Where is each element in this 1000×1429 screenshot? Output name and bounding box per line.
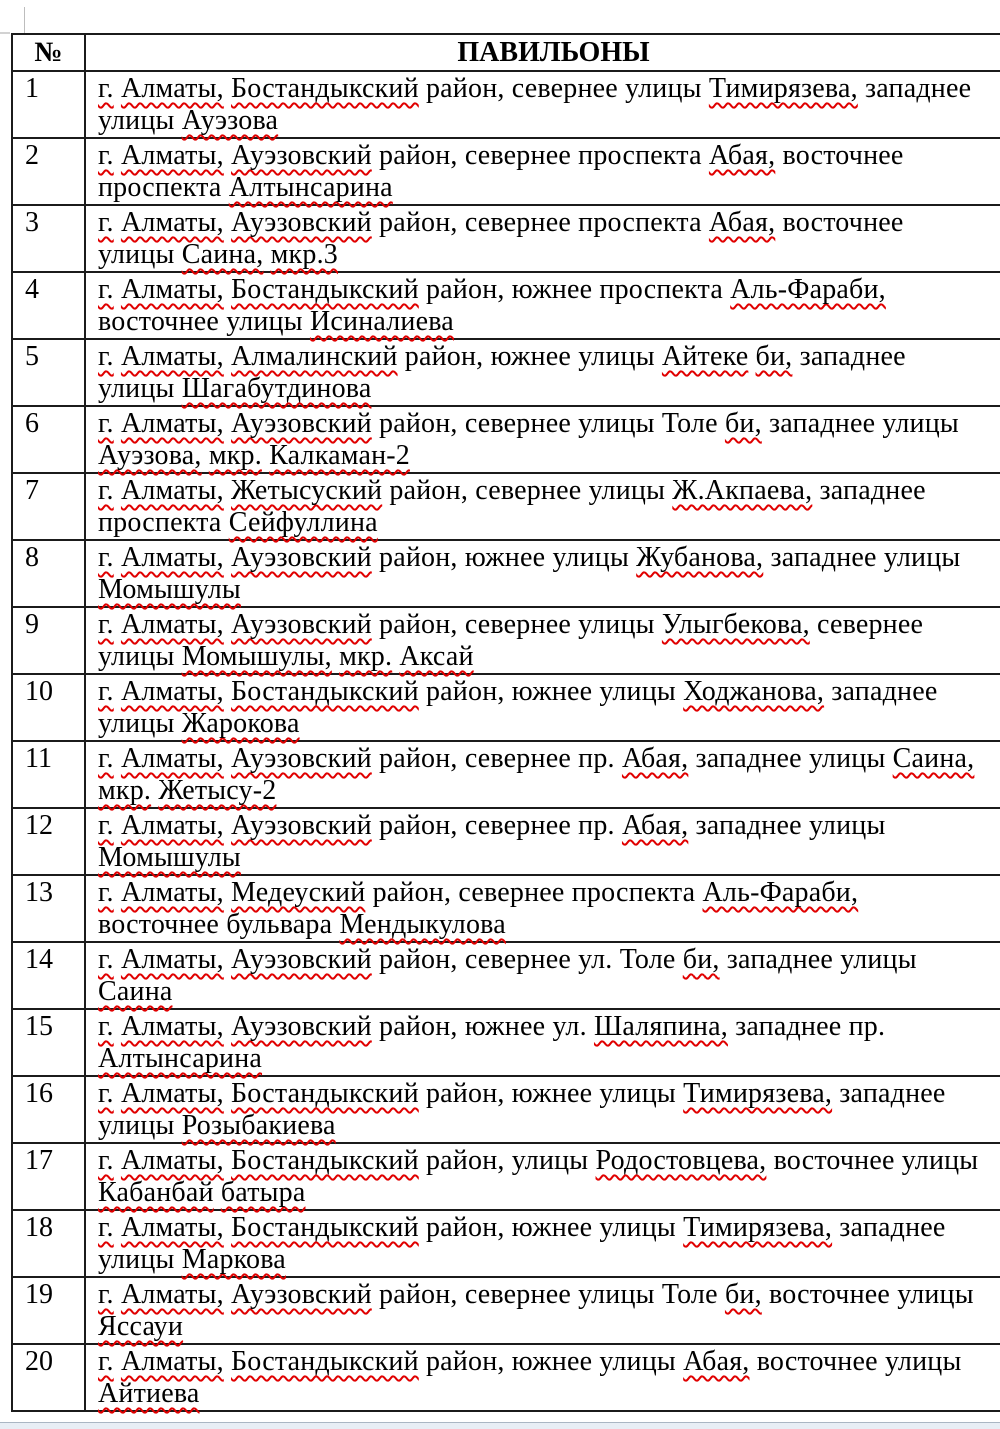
misspelled-word: Бостандыкский xyxy=(231,1212,419,1243)
misspelled-word: Ауэзовский xyxy=(231,207,372,238)
misspelled-word: Абая, xyxy=(708,140,776,171)
misspelled-word: мкр. xyxy=(98,775,152,806)
table-row xyxy=(12,1143,1000,1210)
misspelled-word: Калкаман-2 xyxy=(269,440,410,471)
misspelled-word: Алматы, xyxy=(120,609,224,640)
misspelled-word: Улыгбекова, xyxy=(661,609,810,640)
misspelled-word: г. xyxy=(98,475,114,506)
misspelled-word: Айтиева xyxy=(98,1378,200,1409)
row-number[interactable]: 17 xyxy=(12,1143,85,1210)
misspelled-word: Бостандыкский xyxy=(231,73,419,104)
text-cursor-artifact xyxy=(24,7,25,33)
misspelled-word: Ауэзовский xyxy=(231,743,372,774)
misspelled-word: г. xyxy=(98,1078,114,1109)
table-row xyxy=(12,875,1000,942)
misspelled-word: Родостовцева, xyxy=(595,1145,767,1176)
row-address[interactable]: г. Алматы, Ауэзовский район, севернее пр. Абая, западнее улицы Саина, мкр. Жетысу-2 xyxy=(85,741,1000,808)
row-address[interactable]: г. Алматы, Бостандыкский район, южнее улицы Тимирязева, западнее улицы Розыбакиева xyxy=(85,1076,1000,1143)
misspelled-word: Аль-Фараби, xyxy=(730,274,886,305)
row-address[interactable]: г. Алматы, Ауэзовский район, севернее улицы Толе би, восточнее улицы Яссауи xyxy=(85,1277,1000,1344)
misspelled-word: г. xyxy=(98,810,114,841)
table-row xyxy=(12,71,1000,138)
header-row xyxy=(12,34,1000,71)
misspelled-word: г. xyxy=(98,877,114,908)
misspelled-word: Бостандыкский xyxy=(231,1078,419,1109)
row-address[interactable]: г. Алматы, Ауэзовский район, южнее улицы Жубанова, западнее улицы Момышулы xyxy=(85,540,1000,607)
row-number[interactable]: 19 xyxy=(12,1277,85,1344)
misspelled-word: Бостандыкский xyxy=(231,1145,419,1176)
row-number[interactable]: 15 xyxy=(12,1009,85,1076)
misspelled-word: Ауэзовский xyxy=(231,542,372,573)
table-row xyxy=(12,674,1000,741)
misspelled-word: Алматы, xyxy=(120,1145,224,1176)
table-row xyxy=(12,741,1000,808)
misspelled-word: г. xyxy=(98,542,114,573)
misspelled-word: Абая, xyxy=(683,1346,750,1377)
table-row xyxy=(12,808,1000,875)
table-body xyxy=(12,71,1000,1411)
misspelled-word: Алтынсарина xyxy=(98,1043,263,1074)
margin-guide xyxy=(0,32,10,34)
misspelled-word: Алматы, xyxy=(120,676,224,707)
table-row xyxy=(12,1009,1000,1076)
table-row xyxy=(12,272,1000,339)
misspelled-word: Алматы, xyxy=(120,475,224,506)
misspelled-word: Ауэзовский xyxy=(231,1279,372,1310)
row-number[interactable]: 8 xyxy=(12,540,85,607)
misspelled-word: Аль-Фараби, xyxy=(702,877,859,908)
misspelled-word: би, xyxy=(682,944,720,975)
misspelled-word: Бостандыкский xyxy=(231,274,419,305)
misspelled-word: Алматы, xyxy=(120,1011,224,1042)
table-row xyxy=(12,406,1000,473)
row-number[interactable]: 10 xyxy=(12,674,85,741)
misspelled-word: Алматы, xyxy=(120,944,224,975)
misspelled-word: мкр. xyxy=(208,440,262,471)
misspelled-word: Ауэзовский xyxy=(231,408,372,439)
misspelled-word: Ауэзовский xyxy=(231,140,372,171)
misspelled-word: Ж.Акпаева, xyxy=(672,475,813,506)
column-header-pavilions: ПАВИЛЬОНЫ xyxy=(85,34,1000,71)
table-row xyxy=(12,1277,1000,1344)
misspelled-word: г. xyxy=(98,341,114,372)
row-address[interactable]: г. Алматы, Ауэзовский район, севернее улицы Улыгбекова, севернее улицы Момышулы, мкр. Аксай xyxy=(85,607,1000,674)
row-number[interactable]: 6 xyxy=(12,406,85,473)
table-row xyxy=(12,339,1000,406)
row-address[interactable]: г. Алматы, Алмалинский район, южнее улицы Айтеке би, западнее улицы Шагабутдинова xyxy=(85,339,1000,406)
misspelled-word: Абая, xyxy=(621,810,689,841)
table-header xyxy=(12,34,1000,71)
misspelled-word: г. xyxy=(98,1011,114,1042)
misspelled-word: Алматы, xyxy=(120,1078,224,1109)
row-address[interactable]: г. Алматы, Бостандыкский район, южнее улицы Тимирязева, западнее улицы Маркова xyxy=(85,1210,1000,1277)
misspelled-word: г. xyxy=(98,1145,114,1176)
row-address[interactable]: г. Алматы, Ауэзовский район, южнее ул. Шаляпина, западнее пр. Алтынсарина xyxy=(85,1009,1000,1076)
misspelled-word: Абая, xyxy=(708,207,776,238)
row-number[interactable]: 4 xyxy=(12,272,85,339)
row-number[interactable]: 16 xyxy=(12,1076,85,1143)
row-number[interactable]: 7 xyxy=(12,473,85,540)
row-number[interactable]: 3 xyxy=(12,205,85,272)
misspelled-word: Айтеке xyxy=(661,341,749,372)
misspelled-word: г. xyxy=(98,1212,114,1243)
misspelled-word: г. xyxy=(98,408,114,439)
misspelled-word: Бостандыкский xyxy=(231,1346,419,1377)
misspelled-word: Шаляпина, xyxy=(593,1011,728,1042)
misspelled-word: Алмалинский xyxy=(231,341,398,372)
row-address[interactable]: г. Алматы, Жетысуский район, севернее улицы Ж.Акпаева, западнее проспекта Сейфуллина xyxy=(85,473,1000,540)
table-row xyxy=(12,138,1000,205)
misspelled-word: Тимирязева, xyxy=(683,1212,833,1243)
misspelled-word: Ауэзова, xyxy=(98,440,202,471)
misspelled-word: Аксай xyxy=(399,641,474,672)
pavilions-table xyxy=(11,33,1000,1412)
misspelled-word: г. xyxy=(98,274,114,305)
misspelled-word: Ауэзовский xyxy=(231,944,372,975)
misspelled-word: би, xyxy=(724,1279,762,1310)
misspelled-word: г. xyxy=(98,676,114,707)
row-number[interactable]: 1 xyxy=(12,71,85,138)
misspelled-word: би, xyxy=(724,408,762,439)
misspelled-word: Абая, xyxy=(621,743,689,774)
misspelled-word: Алтынсарина xyxy=(228,172,393,203)
misspelled-word: Тимирязева, xyxy=(683,1078,833,1109)
misspelled-word: батыра xyxy=(220,1177,306,1208)
table-row xyxy=(12,1210,1000,1277)
misspelled-word: Алматы, xyxy=(120,743,224,774)
row-number[interactable]: 14 xyxy=(12,942,85,1009)
row-number[interactable]: 12 xyxy=(12,808,85,875)
window-bottom-strip xyxy=(0,1422,1000,1429)
misspelled-word: Жетысу-2 xyxy=(158,775,277,806)
row-address[interactable]: г. Алматы, Ауэзовский район, севернее проспекта Абая, восточнее проспекта Алтынсарина xyxy=(85,138,1000,205)
misspelled-word: Алматы, xyxy=(120,877,224,908)
misspelled-word: Яссауи xyxy=(98,1311,184,1342)
misspelled-word: Алматы, xyxy=(120,274,224,305)
table-row xyxy=(12,473,1000,540)
misspelled-word: Жарокова xyxy=(181,708,300,739)
misspelled-word: г. xyxy=(98,1346,114,1377)
row-number[interactable]: 9 xyxy=(12,607,85,674)
misspelled-word: Алматы, xyxy=(120,207,224,238)
misspelled-word: Саина xyxy=(98,976,173,1007)
misspelled-word: Жетысуский xyxy=(231,475,383,506)
row-address[interactable]: г. Алматы, Бостандыкский район, южнее улицы Ходжанова, западнее улицы Жарокова xyxy=(85,674,1000,741)
column-header-number: № xyxy=(12,34,85,71)
row-address[interactable]: г. Алматы, Медеуский район, севернее проспекта Аль-Фараби, восточнее бульвара Мендыкулова xyxy=(85,875,1000,942)
row-address[interactable]: г. Алматы, Ауэзовский район, севернее улицы Толе би, западнее улицы Ауэзова, мкр. Калкаман-2 xyxy=(85,406,1000,473)
misspelled-word: г. xyxy=(98,73,114,104)
misspelled-word: г. xyxy=(98,140,114,171)
misspelled-word: г. xyxy=(98,207,114,238)
misspelled-word: Медеуский xyxy=(231,877,366,908)
table-row xyxy=(12,540,1000,607)
table-row xyxy=(12,205,1000,272)
misspelled-word: Алматы, xyxy=(120,1346,224,1377)
misspelled-word: г. xyxy=(98,743,114,774)
misspelled-word: г. xyxy=(98,1279,114,1310)
table-row xyxy=(12,1344,1000,1411)
misspelled-word: Момышулы, xyxy=(181,641,332,672)
misspelled-word: Ауэзовский xyxy=(231,1011,372,1042)
misspelled-word: Исиналиева xyxy=(309,306,454,337)
misspelled-word: би, xyxy=(755,341,793,372)
misspelled-word: Сейфуллина xyxy=(228,507,378,538)
misspelled-word: Алматы, xyxy=(120,408,224,439)
misspelled-word: Тимирязева, xyxy=(708,73,858,104)
misspelled-word: Алматы, xyxy=(120,1279,224,1310)
misspelled-word: Ауэзова xyxy=(181,105,279,136)
table-row xyxy=(12,942,1000,1009)
row-address[interactable]: г. Алматы, Бостандыкский район, южнее улицы Абая, восточнее улицы Айтиева xyxy=(85,1344,1000,1411)
row-address[interactable]: г. Алматы, Ауэзовский район, севернее ул. Толе би, западнее улицы Саина xyxy=(85,942,1000,1009)
misspelled-word: Алматы, xyxy=(120,1212,224,1243)
row-number[interactable]: 11 xyxy=(12,741,85,808)
row-address[interactable]: г. Алматы, Бостандыкский район, южнее проспекта Аль-Фараби, восточнее улицы Исиналиева xyxy=(85,272,1000,339)
misspelled-word: Ходжанова, xyxy=(683,676,825,707)
row-address[interactable]: г. Алматы, Бостандыкский район, севернее улицы Тимирязева, западнее улицы Ауэзова xyxy=(85,71,1000,138)
misspelled-word: Алматы, xyxy=(120,810,224,841)
table-row xyxy=(12,607,1000,674)
misspelled-word: Ауэзовский xyxy=(231,609,372,640)
misspelled-word: г. xyxy=(98,944,114,975)
row-address[interactable]: г. Алматы, Бостандыкский район, улицы Родостовцева, восточнее улицы Кабанбай батыра xyxy=(85,1143,1000,1210)
misspelled-word: Алматы, xyxy=(120,341,224,372)
row-address[interactable]: г. Алматы, Ауэзовский район, севернее пр. Абая, западнее улицы Момышулы xyxy=(85,808,1000,875)
misspelled-word: Маркова xyxy=(181,1244,286,1275)
row-number[interactable]: 13 xyxy=(12,875,85,942)
misspelled-word: Момышулы xyxy=(98,842,241,873)
row-number[interactable]: 18 xyxy=(12,1210,85,1277)
misspelled-word: Ауэзовский xyxy=(231,810,372,841)
misspelled-word: Мендыкулова xyxy=(339,909,506,940)
row-number[interactable]: 5 xyxy=(12,339,85,406)
misspelled-word: Жубанова, xyxy=(636,542,764,573)
misspelled-word: Алматы, xyxy=(120,73,224,104)
misspelled-word: Бостандыкский xyxy=(231,676,419,707)
misspelled-word: Розыбакиева xyxy=(181,1110,336,1141)
misspelled-word: Шагабутдинова xyxy=(181,373,372,404)
table-row xyxy=(12,1076,1000,1143)
misspelled-word: Алматы, xyxy=(120,140,224,171)
row-number[interactable]: 2 xyxy=(12,138,85,205)
misspelled-word: Алматы, xyxy=(120,542,224,573)
misspelled-word: Саина, xyxy=(181,239,264,270)
misspelled-word: Саина, xyxy=(892,743,975,774)
row-address[interactable]: г. Алматы, Ауэзовский район, севернее проспекта Абая, восточнее улицы Саина, мкр.3 xyxy=(85,205,1000,272)
misspelled-word: мкр. xyxy=(339,641,393,672)
misspelled-word: мкр.3 xyxy=(270,239,338,270)
misspelled-word: Кабанбай xyxy=(98,1177,214,1208)
misspelled-word: г. xyxy=(98,609,114,640)
misspelled-word: Момышулы xyxy=(98,574,241,605)
row-number[interactable]: 20 xyxy=(12,1344,85,1411)
